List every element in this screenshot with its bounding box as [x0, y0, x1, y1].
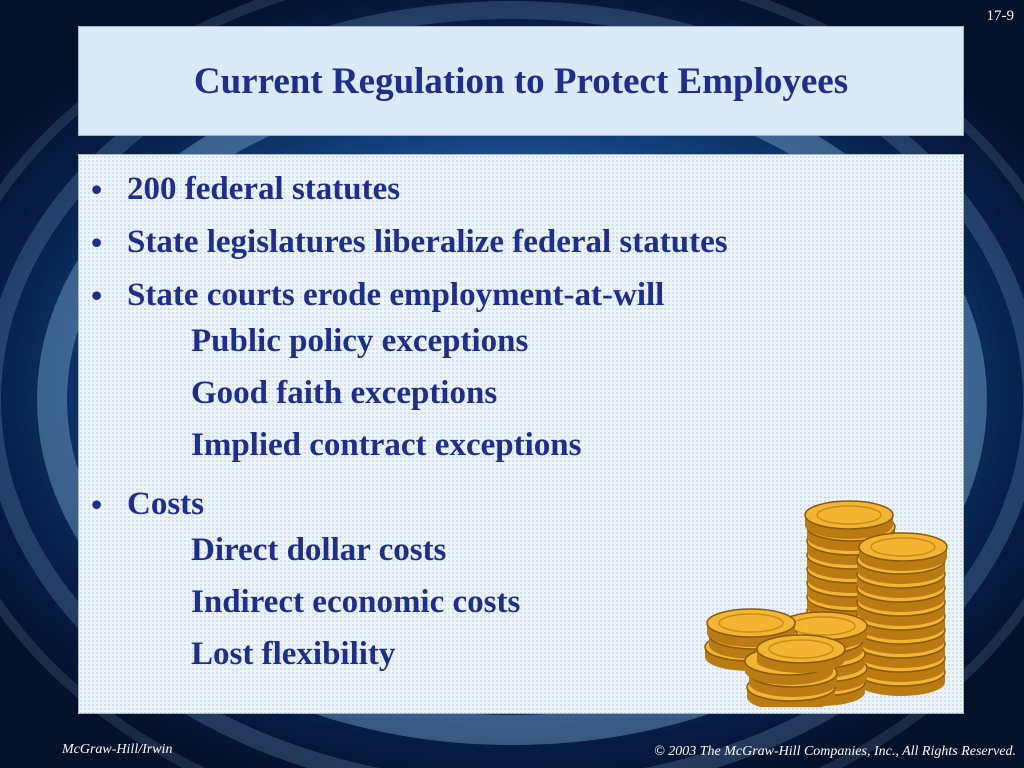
- sub-item: Lost flexibility: [191, 636, 396, 672]
- bullet-item: [79, 222, 963, 262]
- bullet-icon: •: [91, 277, 103, 313]
- bullet-item: [79, 275, 963, 471]
- bullet-item: [79, 169, 963, 209]
- bullet-text: Costs: [127, 486, 205, 522]
- sub-item: Implied contract exceptions: [191, 427, 582, 463]
- sub-item: Good faith exceptions: [191, 375, 498, 411]
- sub-item: Direct dollar costs: [191, 532, 447, 568]
- slide-title: Current Regulation to Protect Employees: [193, 60, 849, 102]
- sub-item: Indirect economic costs: [191, 584, 521, 620]
- gold-coins-stack-icon: [701, 497, 951, 707]
- bullet-text: 200 federal statutes: [127, 171, 401, 207]
- title-panel: [78, 26, 964, 136]
- bullet-icon: •: [91, 171, 103, 207]
- copyright-footer: © 2003 The McGraw-Hill Companies, Inc., All Rights Reserved.: [654, 744, 1016, 759]
- bullet-icon: •: [91, 224, 103, 260]
- content-panel: [78, 154, 964, 714]
- bullet-text: State courts erode employment-at-will: [127, 277, 665, 313]
- bullet-text: State legislatures liberalize federal statutes: [127, 224, 728, 260]
- publisher-footer: McGraw-Hill/Irwin: [62, 742, 173, 757]
- slide-number: 17-9: [986, 8, 1014, 24]
- bullet-icon: •: [91, 486, 103, 522]
- sub-item: Public policy exceptions: [191, 323, 529, 359]
